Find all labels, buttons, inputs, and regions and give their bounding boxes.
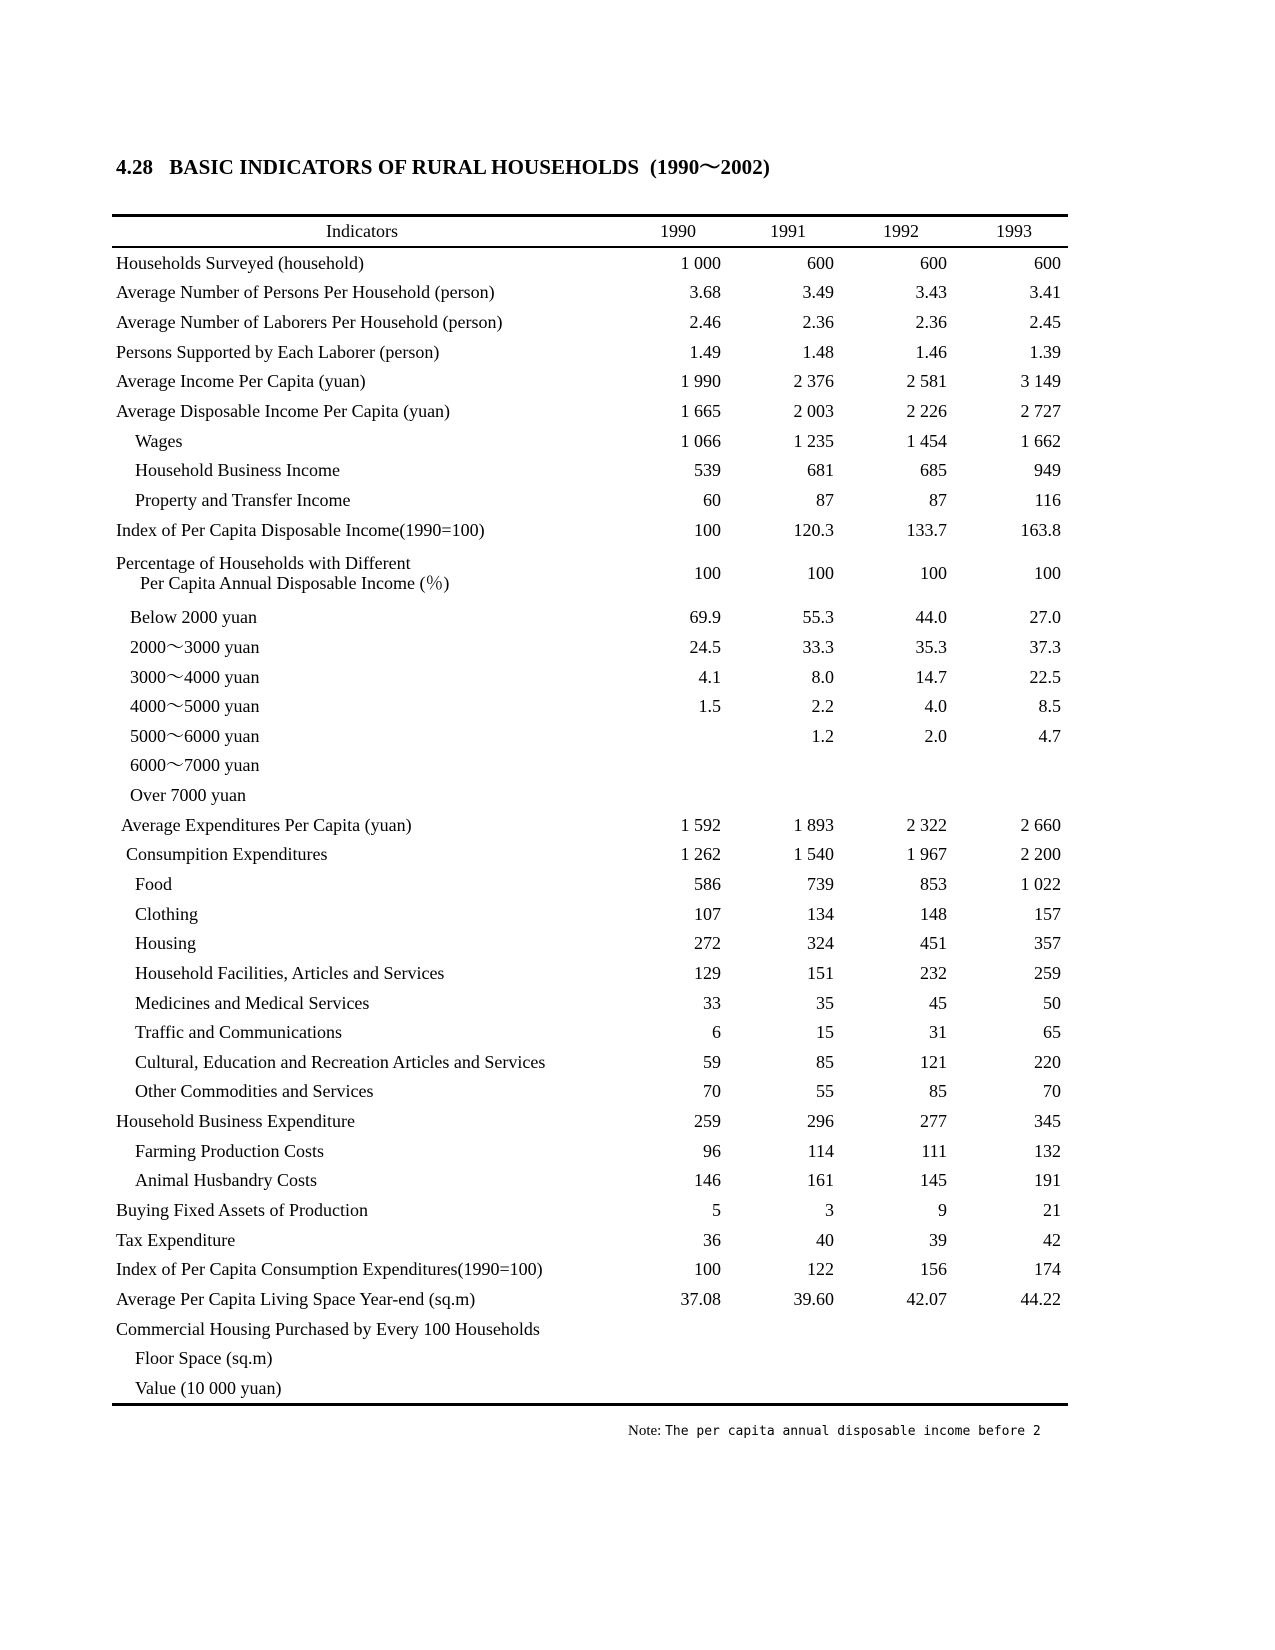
cell-1992: 277 xyxy=(920,1111,947,1132)
table-row xyxy=(112,307,1068,337)
cell-1990: 1.5 xyxy=(698,696,721,717)
cell-1991: 122 xyxy=(807,1259,834,1280)
cell-1991: 3.49 xyxy=(802,282,834,303)
cell-1993 xyxy=(954,1343,1068,1373)
cell-1991: 1 540 xyxy=(793,844,834,865)
cell-1991: 739 xyxy=(807,873,834,894)
cell-1992: 2 322 xyxy=(906,814,947,835)
cell-1990: 33 xyxy=(703,992,721,1013)
row-label: Clothing xyxy=(135,903,199,924)
table-row xyxy=(112,899,1068,929)
cell-1990: 70 xyxy=(703,1081,721,1102)
cell-1991: 151 xyxy=(807,962,834,983)
cell-1993: 70 xyxy=(1043,1081,1061,1102)
cell-1993: 1 022 xyxy=(1020,873,1061,894)
cell-1992: 145 xyxy=(920,1170,947,1191)
header-year-1991: 1991 xyxy=(728,216,841,248)
cell-1990: 129 xyxy=(694,962,721,983)
cell-1993: 345 xyxy=(1034,1111,1061,1132)
cell-1990: 1 665 xyxy=(680,401,721,422)
row-label: Cultural, Education and Recreation Articles and Services xyxy=(135,1051,546,1072)
row-label: Property and Transfer Income xyxy=(135,489,351,510)
cell-1992: 111 xyxy=(921,1140,947,1161)
row-label: Medicines and Medical Services xyxy=(135,992,370,1013)
cell-1992: 133.7 xyxy=(906,519,947,540)
row-label: Farming Production Costs xyxy=(135,1140,325,1161)
table-row xyxy=(112,515,1068,545)
cell-1991: 114 xyxy=(807,1140,834,1161)
cell-1993: 100 xyxy=(1034,563,1061,584)
table-row xyxy=(112,485,1068,515)
cell-1990: 272 xyxy=(694,933,721,954)
row-label: 6000～7000 yuan xyxy=(130,755,260,776)
cell-1992: 31 xyxy=(929,1022,947,1043)
table-row xyxy=(112,928,1068,958)
row-label: Food xyxy=(135,873,173,894)
table-row xyxy=(112,1314,1068,1344)
cell-1990: 100 xyxy=(694,563,721,584)
cell-1993: 949 xyxy=(1034,460,1061,481)
cell-1990: 146 xyxy=(694,1170,721,1191)
row-label-line2: Per Capita Annual Disposable Income (％) xyxy=(140,573,450,594)
cell-1992: 148 xyxy=(920,903,947,924)
cell-1992: 2 226 xyxy=(906,401,947,422)
table-row xyxy=(112,1284,1068,1314)
cell-1992: 9 xyxy=(938,1200,947,1221)
cell-1990: 4.1 xyxy=(698,666,721,687)
table-row xyxy=(112,1047,1068,1077)
cell-1990 xyxy=(612,780,728,810)
cell-1991 xyxy=(728,1314,841,1344)
row-label: Average Expenditures Per Capita (yuan) xyxy=(121,814,412,835)
row-label: Floor Space (sq.m) xyxy=(135,1348,273,1369)
header-year-1992: 1992 xyxy=(841,216,954,248)
table-row xyxy=(112,1255,1068,1285)
cell-1992: 121 xyxy=(920,1051,947,1072)
cell-1990: 60 xyxy=(703,489,721,510)
cell-1990: 2.46 xyxy=(689,312,721,333)
cell-1992 xyxy=(841,1343,954,1373)
cell-1993: 116 xyxy=(1034,489,1061,510)
cell-1993 xyxy=(954,780,1068,810)
row-label: Buying Fixed Assets of Production xyxy=(116,1200,369,1221)
cell-1993: 1 662 xyxy=(1020,430,1061,451)
cell-1992: 3.43 xyxy=(915,282,947,303)
table-row xyxy=(112,1106,1068,1136)
row-label: Animal Husbandry Costs xyxy=(135,1170,317,1191)
cell-1990: 6 xyxy=(712,1022,721,1043)
cell-1993: 3 149 xyxy=(1020,371,1061,392)
cell-1992 xyxy=(841,1373,954,1404)
cell-1990: 69.9 xyxy=(689,607,721,628)
cell-1991: 8.0 xyxy=(811,666,834,687)
cell-1991: 33.3 xyxy=(802,636,834,657)
cell-1993: 21 xyxy=(1043,1200,1061,1221)
row-label: Consumpition Expenditures xyxy=(126,844,328,865)
row-label: Household Business Income xyxy=(135,460,340,481)
cell-1992: 685 xyxy=(920,460,947,481)
row-label: Index of Per Capita Disposable Income(1990=100) xyxy=(116,519,485,540)
cell-1990: 5 xyxy=(712,1200,721,1221)
cell-1990: 259 xyxy=(694,1111,721,1132)
cell-1991: 2 376 xyxy=(793,371,834,392)
cell-1993 xyxy=(954,1373,1068,1404)
table-row xyxy=(112,780,1068,810)
table-row xyxy=(112,721,1068,751)
table-row xyxy=(112,632,1068,662)
cell-1990: 37.08 xyxy=(680,1288,721,1309)
cell-1991: 2.36 xyxy=(802,312,834,333)
cell-1992: 44.0 xyxy=(915,607,947,628)
row-label: Average Number of Persons Per Household (person) xyxy=(116,282,495,303)
table-row xyxy=(112,1373,1068,1404)
cell-1993: 44.22 xyxy=(1020,1288,1061,1309)
row-label: 4000～5000 yuan xyxy=(130,696,260,717)
cell-1991: 85 xyxy=(816,1051,834,1072)
cell-1990: 1.49 xyxy=(689,341,721,362)
row-label: Index of Per Capita Consumption Expenditures(1990=100) xyxy=(116,1259,543,1280)
cell-1990 xyxy=(612,751,728,781)
row-label: Persons Supported by Each Laborer (person) xyxy=(116,341,440,362)
table-row xyxy=(112,1077,1068,1107)
cell-1993 xyxy=(954,1314,1068,1344)
cell-1991: 2.2 xyxy=(811,696,834,717)
cell-1991: 1 235 xyxy=(793,430,834,451)
cell-1993 xyxy=(954,751,1068,781)
cell-1990: 100 xyxy=(694,519,721,540)
cell-1993: 2 727 xyxy=(1020,401,1061,422)
cell-1991: 1 893 xyxy=(793,814,834,835)
cell-1993: 22.5 xyxy=(1029,666,1061,687)
cell-1991: 40 xyxy=(816,1229,834,1250)
table-row xyxy=(112,337,1068,367)
cell-1991: 1.48 xyxy=(802,341,834,362)
table-note xyxy=(628,1423,1069,1440)
cell-1991: 134 xyxy=(807,903,834,924)
row-label: Housing xyxy=(135,933,197,954)
cell-1991: 87 xyxy=(816,489,834,510)
cell-1993: 4.7 xyxy=(1038,725,1061,746)
table-row xyxy=(112,662,1068,692)
cell-1993: 50 xyxy=(1043,992,1061,1013)
cell-1993: 37.3 xyxy=(1029,636,1061,657)
table-row xyxy=(112,1017,1068,1047)
row-label: Household Facilities, Articles and Services xyxy=(135,962,445,983)
cell-1991: 1.2 xyxy=(811,725,834,746)
cell-1991: 2 003 xyxy=(793,401,834,422)
header-indicators: Indicators xyxy=(112,216,612,248)
cell-1992: 1 454 xyxy=(906,430,947,451)
cell-1991: 35 xyxy=(816,992,834,1013)
cell-1992: 39 xyxy=(929,1229,947,1250)
cell-1992: 1 967 xyxy=(906,844,947,865)
table-row xyxy=(112,810,1068,840)
table-row xyxy=(112,1225,1068,1255)
cell-1990: 36 xyxy=(703,1229,721,1250)
row-label-line1: Percentage of Households with Different xyxy=(116,553,411,574)
cell-1993: 8.5 xyxy=(1038,696,1061,717)
cell-1990: 539 xyxy=(694,460,721,481)
cell-1991 xyxy=(728,751,841,781)
table-title: 4.28 BASIC INDICATORS OF RURAL HOUSEHOLDS (1990～2002) xyxy=(116,155,770,179)
table-row xyxy=(112,691,1068,721)
cell-1993: 357 xyxy=(1034,933,1061,954)
cell-1991: 15 xyxy=(816,1022,834,1043)
cell-1992: 1.46 xyxy=(915,341,947,362)
table-row xyxy=(112,544,1068,602)
cell-1993: 3.41 xyxy=(1029,282,1061,303)
cell-1992 xyxy=(841,751,954,781)
cell-1992: 232 xyxy=(920,962,947,983)
indicators-table xyxy=(112,214,1068,1406)
cell-1993: 259 xyxy=(1034,962,1061,983)
cell-1992: 853 xyxy=(920,873,947,894)
cell-1990: 1 262 xyxy=(680,844,721,865)
cell-1993: 132 xyxy=(1034,1140,1061,1161)
cell-1993: 191 xyxy=(1034,1170,1061,1191)
table-row xyxy=(112,988,1068,1018)
cell-1990: 3.68 xyxy=(689,282,721,303)
indicators-table-container xyxy=(112,214,1068,1406)
cell-1992 xyxy=(841,780,954,810)
table-row xyxy=(112,367,1068,397)
table-row xyxy=(112,396,1068,426)
table-row xyxy=(112,840,1068,870)
cell-1991 xyxy=(728,1373,841,1404)
cell-1991: 296 xyxy=(807,1111,834,1132)
row-label: Average Number of Laborers Per Household (person) xyxy=(116,312,503,333)
table-row xyxy=(112,751,1068,781)
cell-1993: 2 660 xyxy=(1020,814,1061,835)
cell-1992: 2 581 xyxy=(906,371,947,392)
table-row xyxy=(112,455,1068,485)
row-label: Wages xyxy=(135,430,183,451)
cell-1990: 1 592 xyxy=(680,814,721,835)
table-row xyxy=(112,278,1068,308)
cell-1992: 156 xyxy=(920,1259,947,1280)
table-row xyxy=(112,1136,1068,1166)
row-label: Over 7000 yuan xyxy=(130,785,246,806)
cell-1990 xyxy=(612,721,728,751)
cell-1991: 161 xyxy=(807,1170,834,1191)
cell-1993: 27.0 xyxy=(1029,607,1061,628)
cell-1991: 681 xyxy=(807,460,834,481)
cell-1991: 600 xyxy=(807,252,834,273)
cell-1993: 65 xyxy=(1043,1022,1061,1043)
cell-1991: 55.3 xyxy=(802,607,834,628)
row-label: Commercial Housing Purchased by Every 100 Households xyxy=(116,1318,540,1339)
row-label: Average Income Per Capita (yuan) xyxy=(116,371,366,392)
header-year-1993: 1993 xyxy=(954,216,1068,248)
cell-1993: 42 xyxy=(1043,1229,1061,1250)
cell-1993: 600 xyxy=(1034,252,1061,273)
cell-1992: 45 xyxy=(929,992,947,1013)
cell-1990: 1 990 xyxy=(680,371,721,392)
row-label: 3000～4000 yuan xyxy=(130,666,260,687)
row-label: Traffic and Communications xyxy=(135,1022,342,1043)
table-header-row xyxy=(112,216,1068,248)
row-label: Households Surveyed (household) xyxy=(116,252,364,273)
cell-1993: 174 xyxy=(1034,1259,1061,1280)
cell-1990: 59 xyxy=(703,1051,721,1072)
cell-1990: 1 066 xyxy=(680,430,721,451)
cell-1992: 85 xyxy=(929,1081,947,1102)
table-row xyxy=(112,869,1068,899)
table-row xyxy=(112,1343,1068,1373)
cell-1991: 55 xyxy=(816,1081,834,1102)
row-label: Below 2000 yuan xyxy=(130,607,257,628)
cell-1991 xyxy=(728,780,841,810)
cell-1990: 107 xyxy=(694,903,721,924)
table-row xyxy=(112,958,1068,988)
row-label: Value (10 000 yuan) xyxy=(112,1373,612,1404)
note-text: The per capita annual disposable income before 2 xyxy=(665,1424,1041,1439)
cell-1993: 2 200 xyxy=(1020,844,1061,865)
table-row xyxy=(112,426,1068,456)
cell-1993: 163.8 xyxy=(1020,519,1061,540)
table-row xyxy=(112,1166,1068,1196)
cell-1990: 96 xyxy=(703,1140,721,1161)
cell-1991 xyxy=(728,1343,841,1373)
cell-1992: 4.0 xyxy=(924,696,947,717)
cell-1993: 157 xyxy=(1034,903,1061,924)
cell-1992: 2.36 xyxy=(915,312,947,333)
note-prefix: Note: xyxy=(628,1423,662,1439)
cell-1990 xyxy=(612,1314,728,1344)
row-label: 2000～3000 yuan xyxy=(130,636,260,657)
cell-1993: 220 xyxy=(1034,1051,1061,1072)
cell-1993: 2.45 xyxy=(1029,312,1061,333)
cell-1992: 451 xyxy=(920,933,947,954)
cell-1992: 35.3 xyxy=(915,636,947,657)
cell-1992: 42.07 xyxy=(906,1288,947,1309)
cell-1992: 87 xyxy=(929,489,947,510)
row-label: Other Commodities and Services xyxy=(135,1081,374,1102)
row-label: 5000～6000 yuan xyxy=(130,725,260,746)
cell-1991: 120.3 xyxy=(793,519,834,540)
cell-1991: 100 xyxy=(807,563,834,584)
cell-1990: 1 000 xyxy=(680,252,721,273)
cell-1992: 100 xyxy=(920,563,947,584)
row-label: Household Business Expenditure xyxy=(116,1111,355,1132)
row-label: Tax Expenditure xyxy=(116,1229,236,1250)
header-year-1990: 1990 xyxy=(612,216,728,248)
cell-1993: 1.39 xyxy=(1029,341,1061,362)
cell-1990: 24.5 xyxy=(689,636,721,657)
cell-1991: 39.60 xyxy=(793,1288,834,1309)
table-row xyxy=(112,247,1068,278)
row-label: Average Disposable Income Per Capita (yuan) xyxy=(116,401,451,422)
cell-1990 xyxy=(612,1343,728,1373)
cell-1992: 600 xyxy=(920,252,947,273)
cell-1991: 3 xyxy=(825,1200,834,1221)
row-label: Average Per Capita Living Space Year-end (sq.m) xyxy=(116,1288,476,1309)
table-row xyxy=(112,602,1068,632)
cell-1990: 586 xyxy=(694,873,721,894)
cell-1992: 2.0 xyxy=(924,725,947,746)
table-row xyxy=(112,1195,1068,1225)
cell-1992 xyxy=(841,1314,954,1344)
row-label-multiline xyxy=(112,544,612,602)
cell-1990 xyxy=(612,1373,728,1404)
cell-1991: 324 xyxy=(807,933,834,954)
cell-1990: 100 xyxy=(694,1259,721,1280)
cell-1992: 14.7 xyxy=(915,666,947,687)
